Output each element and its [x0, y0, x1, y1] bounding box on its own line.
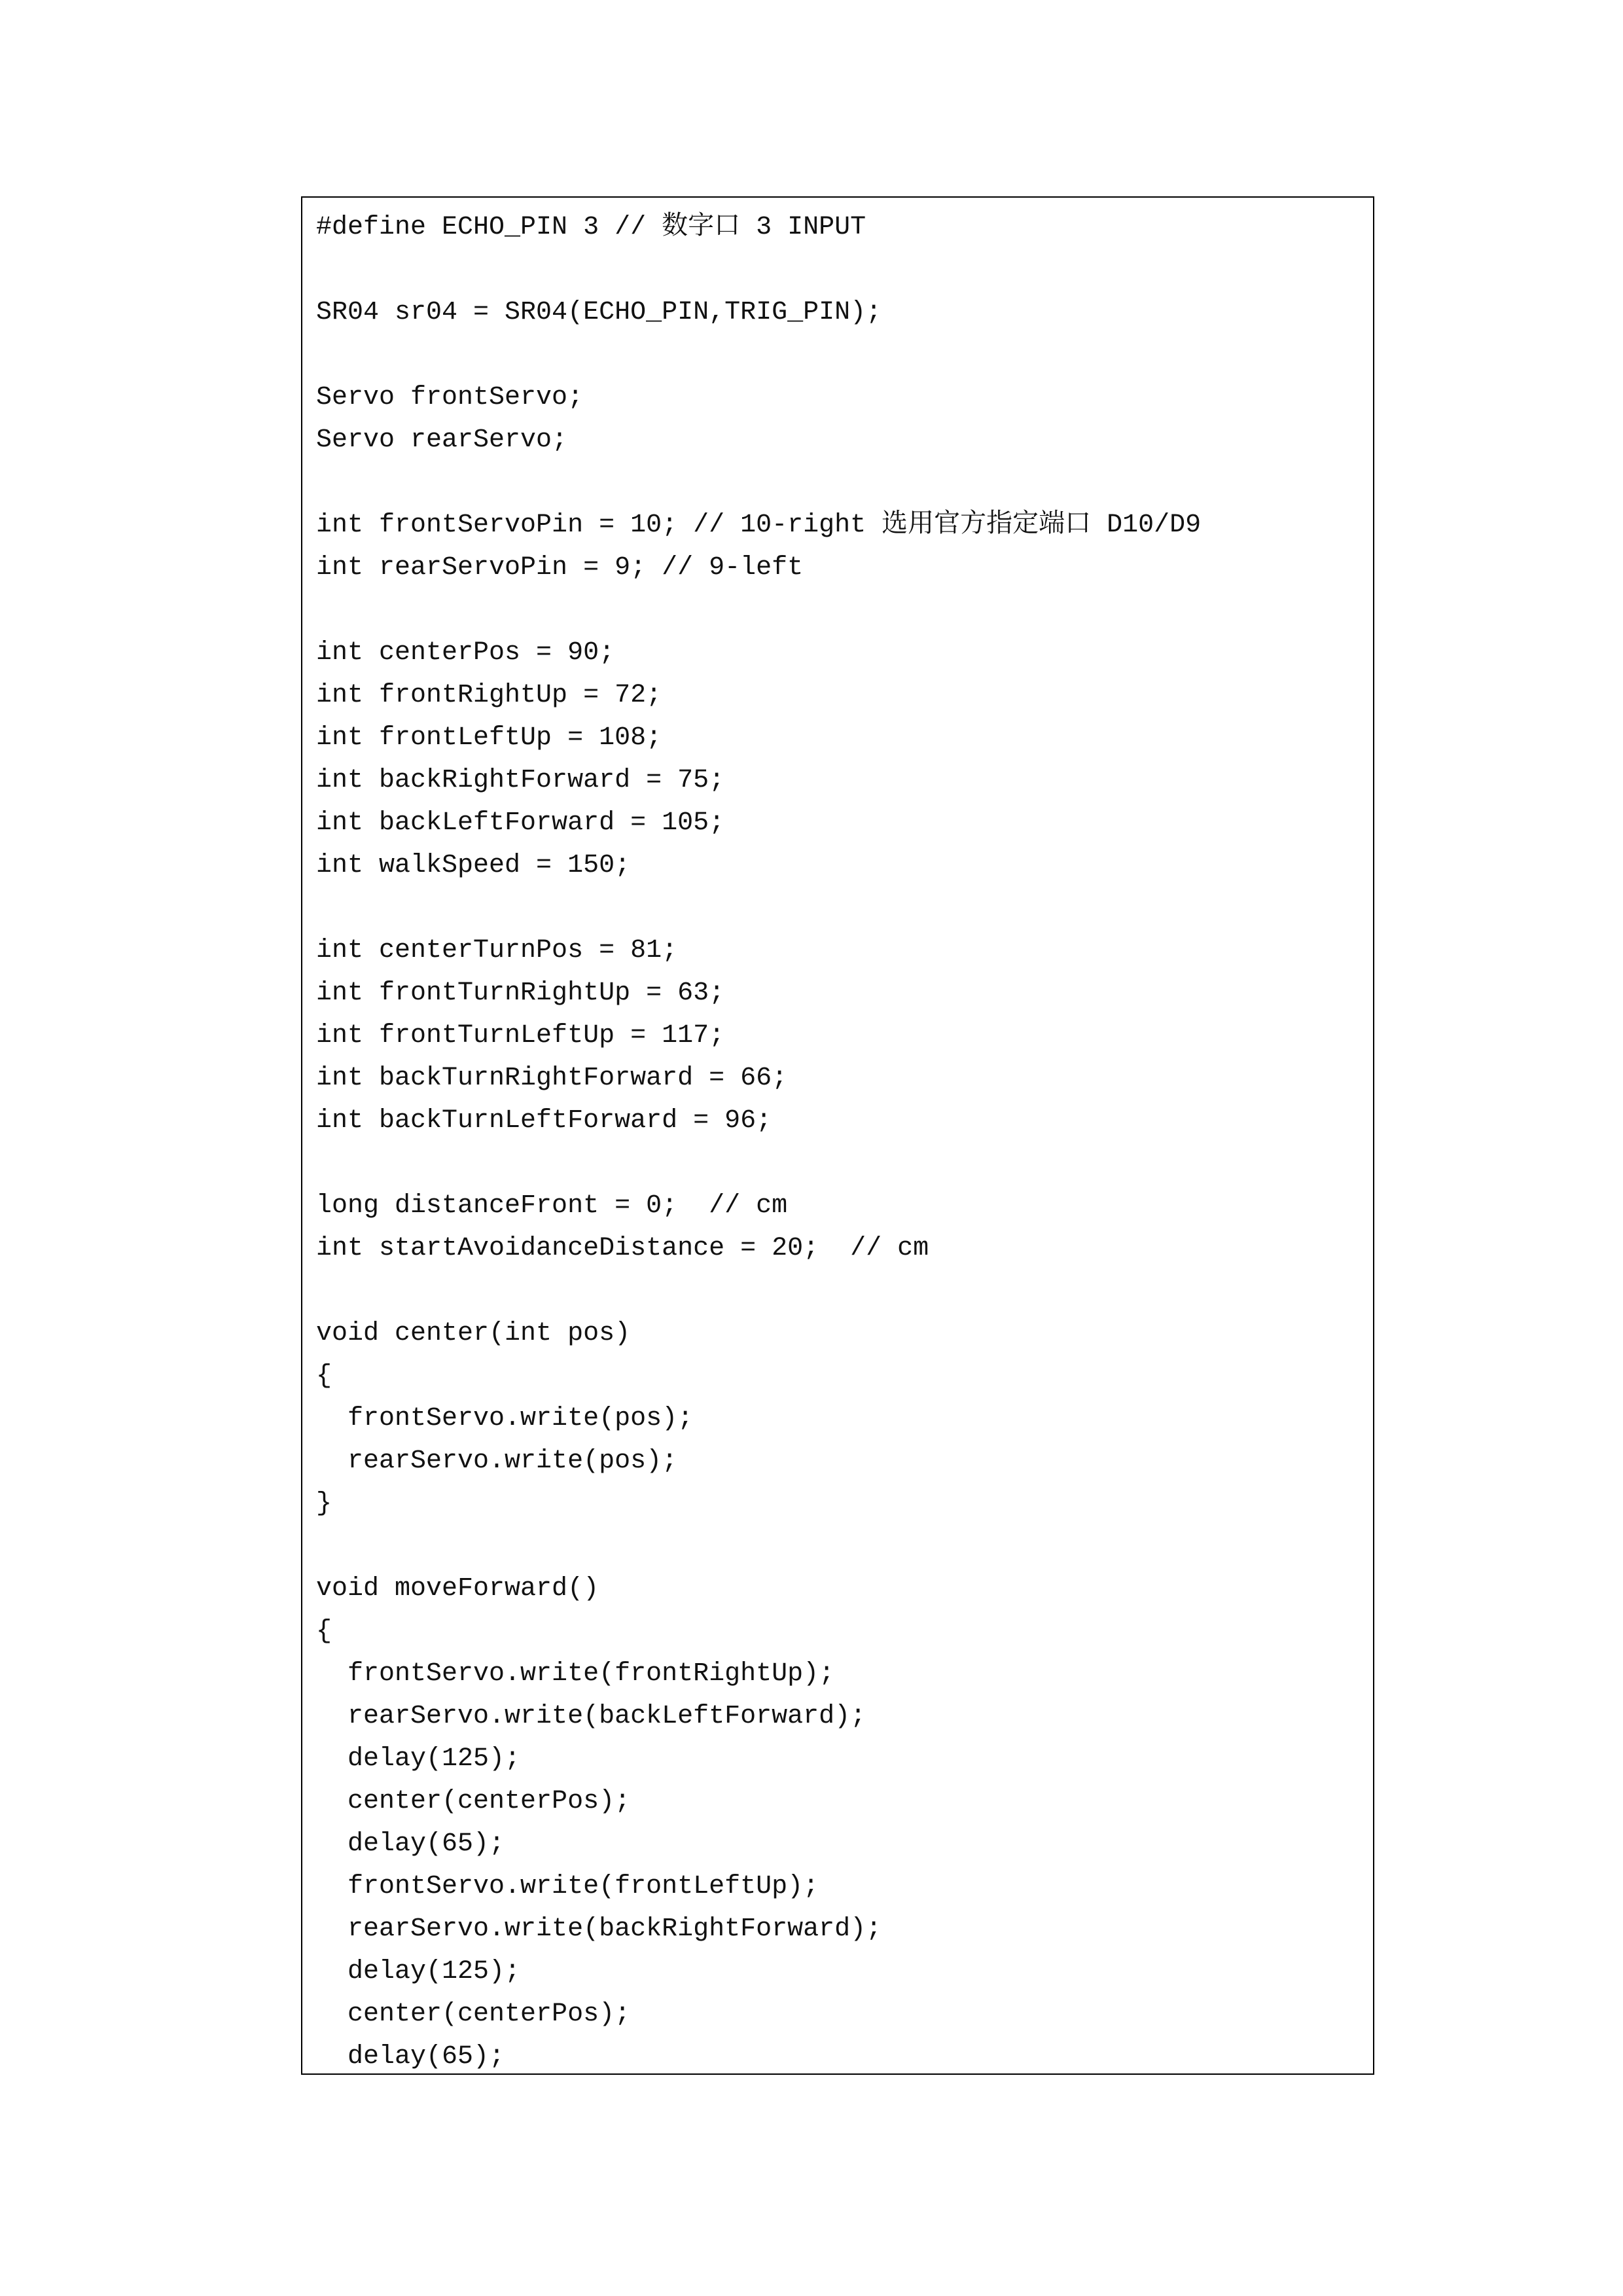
code-line: int backLeftForward = 105;: [316, 808, 725, 838]
code-line: [316, 1525, 1373, 1568]
code-line: [316, 1270, 1373, 1312]
code-line: SR04 sr04 = SR04(ECHO_PIN,TRIG_PIN);: [316, 298, 882, 327]
code-line: int frontRightUp = 72;: [316, 681, 662, 710]
code-line: frontServo.write(pos);: [316, 1404, 694, 1433]
code-line: int rearServoPin = 9; // 9-left: [316, 553, 804, 583]
code-line: int frontTurnRightUp = 63;: [316, 978, 725, 1008]
code-line: int centerTurnPos = 81;: [316, 936, 678, 965]
code-line: int backTurnLeftForward = 96;: [316, 1106, 772, 1136]
code-line: }: [316, 1489, 332, 1518]
code-line: rearServo.write(backLeftForward);: [316, 1702, 866, 1731]
code-line: [316, 887, 1373, 929]
code-line: [316, 334, 1373, 376]
code-line: center(centerPos);: [316, 2000, 631, 2029]
code-line: {: [316, 1617, 332, 1646]
code-lines: [316, 206, 1373, 2075]
code-line: void center(int pos): [316, 1319, 631, 1348]
code-line: delay(65);: [316, 1829, 505, 1859]
code-line: long distanceFront = 0; // cm: [316, 1191, 788, 1221]
code-line: int backRightForward = 75;: [316, 766, 725, 795]
code-line: frontServo.write(frontLeftUp);: [316, 1872, 819, 1901]
code-line: rearServo.write(pos);: [316, 1446, 678, 1476]
code-line: {: [316, 1361, 332, 1391]
code-line: frontServo.write(frontRightUp);: [316, 1659, 835, 1689]
code-line: int frontTurnLeftUp = 117;: [316, 1021, 725, 1050]
code-line: int frontLeftUp = 108;: [316, 723, 662, 753]
code-line: delay(125);: [316, 1957, 521, 1986]
code-line: int walkSpeed = 150;: [316, 851, 631, 880]
code-line: [316, 1142, 1373, 1185]
code-line: rearServo.write(backRightForward);: [316, 1914, 882, 1944]
code-listing-box: [301, 196, 1374, 2075]
code-line: [316, 461, 1373, 504]
code-line: int frontServoPin = 10; // 10-right 选用官方指定端口 D10/D9: [316, 511, 1202, 540]
code-line: delay(125);: [316, 1744, 521, 1774]
code-line: int startAvoidanceDistance = 20; // cm: [316, 1234, 929, 1263]
code-line: delay(65);: [316, 2042, 505, 2072]
code-line: Servo rearServo;: [316, 425, 568, 455]
code-line: #define ECHO_PIN 3 // 数字口 3 INPUT: [316, 213, 866, 242]
code-line: center(centerPos);: [316, 1787, 631, 1816]
code-line: int centerPos = 90;: [316, 638, 615, 668]
code-line: [316, 249, 1373, 291]
code-line: int backTurnRightForward = 66;: [316, 1064, 788, 1093]
code-line: [316, 589, 1373, 632]
code-line: Servo frontServo;: [316, 383, 584, 412]
code-line: void moveForward(): [316, 1574, 599, 1604]
